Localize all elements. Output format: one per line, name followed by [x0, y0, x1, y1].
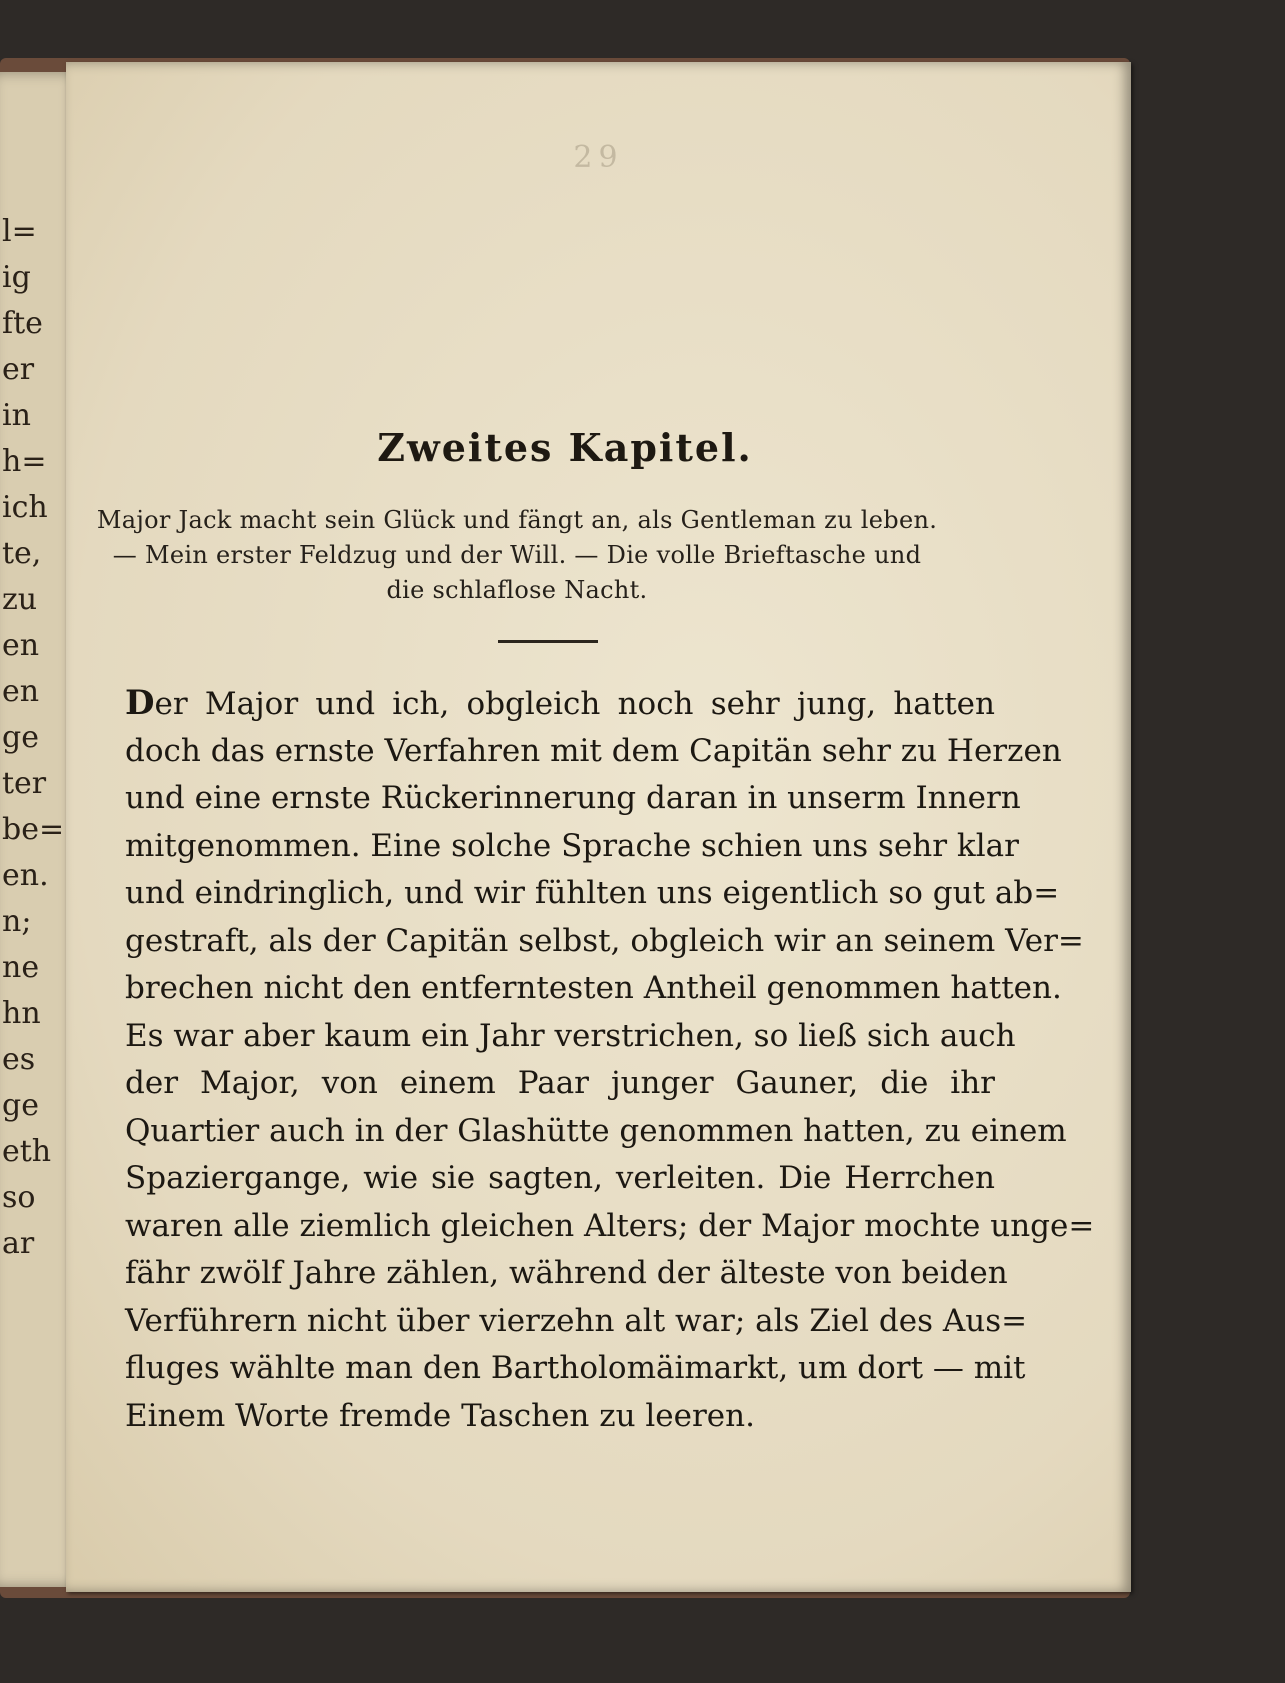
left-page-fragment: ne — [2, 950, 40, 985]
left-page-fragment: ar — [2, 1226, 35, 1261]
text-line: brechen nicht den entferntesten Antheil genommen hatten. — [125, 970, 1062, 1006]
text-line: und eindringlich, und wir fühlten uns eigentlich so gut ab= — [125, 875, 1060, 911]
text-line: waren alle ziemlich gleichen Alters; der Major mochte unge= — [125, 1207, 1095, 1244]
text-line: gestraft, als der Capitän selbst, obgleich wir an seinem Ver= — [125, 922, 1084, 959]
left-page-fragment: zu — [2, 582, 38, 617]
left-page-fragment: so — [2, 1180, 36, 1215]
left-page-fragment: be= — [2, 812, 65, 847]
left-page-fragment: en. — [2, 858, 49, 893]
chapter-summary — [52, 503, 982, 608]
summary-line: Major Jack macht sein Glück und fängt an, als Gentleman zu leben. — [96, 506, 938, 534]
left-page-fragment: ge — [2, 1088, 39, 1123]
left-page-fragment: l= — [2, 214, 37, 249]
text-line: der Major, von einem Paar junger Gauner, die ihr — [125, 1065, 995, 1101]
left-page-fragment: er — [2, 352, 35, 387]
page-number: 29 — [573, 140, 624, 175]
left-page-fragment: n; — [2, 904, 32, 939]
left-page-fragment: eth — [2, 1134, 52, 1169]
chapter-title: Zweites Kapitel. — [377, 425, 753, 470]
text-line: Der Major und ich, obgleich noch sehr jung, hatten — [125, 683, 995, 723]
summary-line: die schlaflose Nacht. — [386, 576, 648, 604]
body-paragraph — [125, 680, 1095, 1440]
text-line: Spaziergange, wie sie sagten, verleiten. Die Herrchen — [125, 1160, 995, 1196]
left-page-fragment: h= — [2, 444, 47, 479]
left-page-fragment: en — [2, 628, 40, 663]
left-page-fragment: ig — [2, 260, 31, 295]
left-page-fragment: ich — [2, 490, 48, 525]
left-page-fragment: te, — [2, 536, 42, 571]
text-line: fähr zwölf Jahre zählen, während der älteste von beiden — [125, 1255, 1008, 1291]
text-line: Einem Worte fremde Taschen zu leeren. — [125, 1397, 755, 1434]
summary-line: — Mein erster Feldzug und der Will. — Die volle Brieftasche und — [112, 541, 922, 569]
left-page-fragment: en — [2, 674, 40, 709]
text-line: und eine ernste Rückerinnerung daran in unserm Innern — [125, 780, 1021, 816]
left-page-fragment: es — [2, 1042, 36, 1077]
text-line: Es war aber kaum ein Jahr verstrichen, so ließ sich auch — [125, 1017, 1016, 1054]
left-page-fragment: fte — [2, 306, 43, 341]
text-line: Quartier auch in der Glashütte genommen hatten, zu einem — [125, 1112, 1067, 1149]
left-page-fragment: in — [2, 398, 31, 433]
text-line: mitgenommen. Eine solche Sprache schien uns sehr klar — [125, 827, 1019, 864]
left-page-fragment: hn — [2, 996, 41, 1031]
text-line: doch das ernste Verfahren mit dem Capitän sehr zu Herzen — [125, 732, 1062, 769]
left-page-fragment: ge — [2, 720, 39, 755]
left-page-fragment: ter — [2, 766, 47, 801]
section-divider — [498, 640, 598, 643]
text-line: Verführern nicht über vierzehn alt war; als Ziel des Aus= — [125, 1302, 1028, 1339]
text-line: fluges wählte man den Bartholomäimarkt, um dort — mit — [125, 1350, 1026, 1386]
